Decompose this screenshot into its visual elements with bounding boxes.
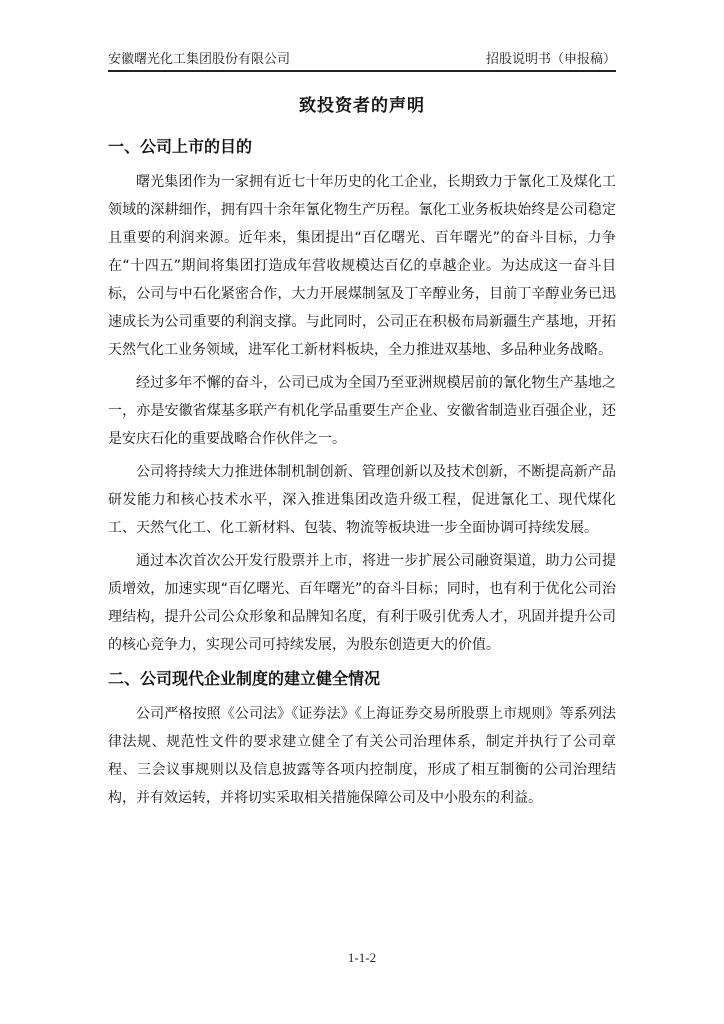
header-document-type: 招股说明书（申报稿）: [485, 52, 616, 67]
paragraph: 公司将持续大力推进体制机制创新、管理创新以及技术创新，不断提高新产品研发能力和核心技术水平，深入推进集团改造升级工程，促进氰化工、现代煤化工、天然气化工、化工新材料、包装、物流等板块进一步全面协调可持续发展。: [108, 464, 616, 536]
section-heading: 二、公司现代企业制度的建立健全情况: [108, 669, 381, 688]
header-divider: [108, 70, 616, 72]
header-company-name: 安徽曙光化工集团股份有限公司: [108, 52, 291, 67]
paragraph: 经过多年不懈的奋斗，公司已成为全国乃至亚洲规模居前的氰化物生产基地之一，亦是安徽省煤基多联产有机化学品重要生产企业、安徽省制造业百强企业，还是安庆石化的重要战略合作伙伴之一。: [108, 375, 616, 447]
section-purpose: [108, 136, 616, 659]
paragraph: 通过本次首次公开发行股票并上市，将进一步扩展公司融资渠道，助力公司提质增效，加速实现“百亿曙光、百年曙光”的奋斗目标；同时，也有利于优化公司治理结构，提升公司公众形象和品牌知名度，有利于吸引优秀人才，巩固并提升公司的核心竞争力，实现公司可持续发展，为股东创造更大的价值。: [108, 553, 616, 653]
document-body: [108, 136, 616, 817]
section-heading: 一、公司上市的目的: [108, 137, 253, 156]
page-header: [108, 48, 616, 68]
paragraph: 公司严格按照《公司法》《证券法》《上海证券交易所股票上市规则》等系列法律法规、规范性文件的要求建立健全了有关公司治理体系，制定并执行了公司章程、三会议事规则以及信息披露等各项内控制度，形成了相互制衡的公司治理结构，并有效运转，并将切实采取相关措施保障公司及中小股东的利益。: [108, 706, 616, 806]
document-title: 致投资者的声明: [299, 96, 425, 116]
paragraph: 曙光集团作为一家拥有近七十年历史的化工企业，长期致力于氰化工及煤化工领域的深耕细作，拥有四十余年氰化物生产历程。氰化工业务板块始终是公司稳定且重要的利润来源。近年来，集团提出“百亿曙光、百年曙光”的奋斗目标，力争在“十四五”期间将集团打造成年营收规模达百亿的卓越企业。为达成这一奋斗目标，公司与中石化紧密合作，大力开展煤制氢及丁辛醇业务，目前丁辛醇业务已迅速成长为公司重要的利润支撑。与此同时，公司正在积极布局新疆生产基地，开拓天然气化工业务领域，进军化工新材料板块，全力推进双基地、多品种业务战略。: [108, 174, 616, 358]
section-governance: [108, 668, 616, 812]
page-number: 1-1-2: [347, 950, 377, 965]
